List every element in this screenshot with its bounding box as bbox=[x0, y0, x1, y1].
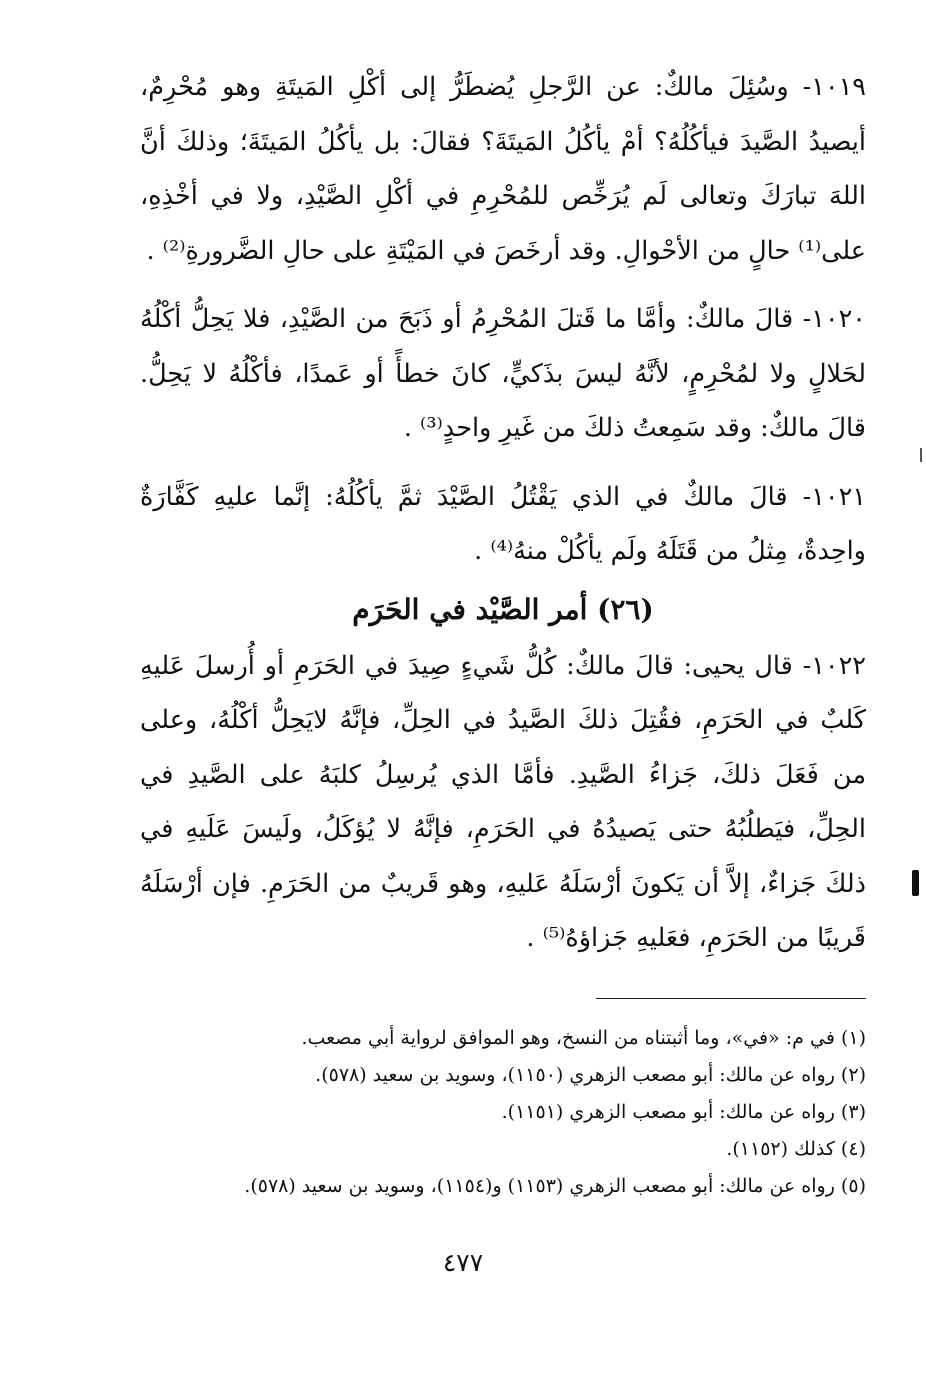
page-body bbox=[140, 60, 866, 966]
page-number: ٤٧٧ bbox=[442, 1248, 484, 1277]
footnote-item: (٣) رواه عن مالك: أبو مصعب الزهري (١١٥١). bbox=[501, 1101, 866, 1123]
margin-mark bbox=[912, 870, 919, 896]
footnote-item: (٢) رواه عن مالك: أبو مصعب الزهري (١١٥٠)، وسويد بن سعيد (٥٧٨). bbox=[315, 1064, 866, 1086]
paragraph-1021: ١٠٢١- قالَ مالكٌ في الذي يَقْتُلُ الصَّيْدَ ثمَّ يأكُلُهُ: إنَّما عليهِ كَفَّارَةٌ واحِدةٌ، مِثلُ من قَتَلَهُ ولَم يأكُلْ منهُ⁽⁴⁾ . bbox=[140, 481, 866, 566]
paragraph-1019: ١٠١٩- وسُئِلَ مالكٌ: عن الرَّجلِ يُضطَرُّ إلى أكْلِ المَيتَةِ وهو مُحْرِمٌ، أيصيدُ الصَّيدَ فيأكُلُهُ؟ أمْ يأكُلُ المَيتَةَ؟ فقالَ: بل يأكُلُ المَيتَةَ؛ وذلكَ أنَّ اللهَ تبارَكَ وتعالى لَم يُرَخِّص للمُحْرِمِ في أكْلِ الصَّيْدِ، ولا في أخْذِهِ، على⁽¹⁾ حالٍ من الأحْوالِ. وقد أرخَصَ في المَيْتَةِ على حالِ الضَّرورةِ⁽²⁾ . bbox=[140, 72, 866, 266]
footnotes bbox=[140, 1020, 866, 1205]
paragraph-1020: ١٠٢٠- قالَ مالكٌ: وأمَّا ما قَتلَ المُحْرِمُ أو ذَبَحَ من الصَّيْدِ، فلا يَحِلُّ أكْلُهُ لحَلالٍ ولا لمُحْرِمٍ، لأنَّهُ ليسَ بذَكيٍّ، كانَ خطأً أو عَمدًا، فأكْلُهُ لا يَحِلُّ. قالَ مالكٌ: وقد سَمِعتُ ذلكَ من غَيرِ واحدٍ⁽³⁾ . bbox=[140, 304, 866, 443]
paragraph-1022: ١٠٢٢- قال يحيى: قالَ مالكٌ: كُلُّ شَيءٍ صِيدَ في الحَرَمِ أو أُرسلَ عَليهِ كَلبٌ في الحَرَمِ، فقُتِلَ ذلكَ الصَّيدُ في الحِلِّ، فإنَّهُ لايَحِلُّ أكْلُهُ، وعلى من فَعَلَ ذلكَ، جَزاءُ الصَّيدِ. فأمَّا الذي يُرسِلُ كلبَهُ على الصَّيدِ في الحِلِّ، فيَطلُبُهُ حتى يَصيدُهُ في الحَرَمِ، فإنَّهُ لا يُؤكَلُ، ولَيسَ عَلَيهِ في ذلكَ جَزاءٌ، إلاَّ أن يَكونَ أرْسَلَهُ عَليهِ، وهو قَريبٌ من الحَرَمِ. فإن أرْسَلَهُ قَريبًا من الحَرَمِ، فعَليهِ جَزاؤهُ⁽⁵⁾ . bbox=[140, 650, 866, 953]
footnote-item: (١) في م: «في»، وما أثبتناه من النسخ، وهو الموافق لرواية أبي مصعب. bbox=[301, 1027, 866, 1049]
margin-tick bbox=[920, 448, 922, 462]
footnote-item: (٥) رواه عن مالك: أبو مصعب الزهري (١١٥٣) و(١١٥٤)، وسويد بن سعيد (٥٧٨). bbox=[244, 1175, 866, 1197]
section-heading: (٢٦) أمر الصَّيْد في الحَرَم bbox=[352, 592, 654, 626]
footnote-item: (٤) كذلك (١١٥٢). bbox=[726, 1138, 866, 1160]
